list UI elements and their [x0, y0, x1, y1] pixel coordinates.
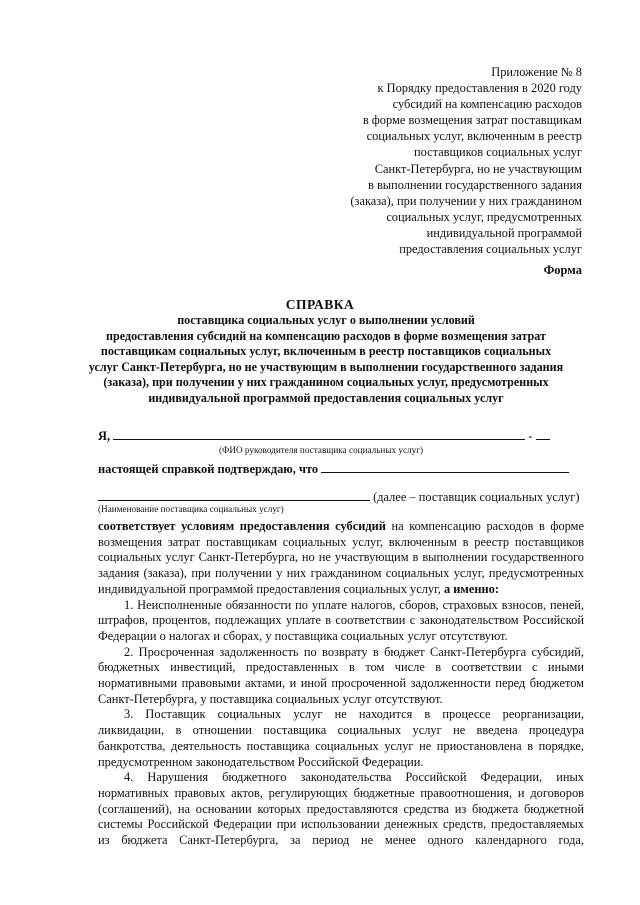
subtitle-line: индивидуальной программой предоставления социальных услуг	[148, 390, 504, 405]
confirm-field[interactable]	[321, 461, 569, 473]
appendix-line: Приложение № 8	[491, 65, 582, 79]
body-line: социальных услуг Санкт-Петербурга, но не участвующим в выполнении государственного	[98, 550, 584, 565]
form-label: Форма	[543, 263, 582, 277]
provider-row	[98, 489, 580, 505]
item3-line: банкротства, деятельность поставщика социальных услуг не приостановлена в порядке,	[98, 738, 584, 753]
appendix-line: поставщиков социальных услуг	[413, 145, 582, 160]
appendix-line: индивидуальной программой	[426, 225, 582, 240]
body-line	[98, 582, 584, 598]
body-line	[98, 519, 584, 535]
subtitle-line: поставщикам социальных услуг, включенным в реестр поставщиков социальных	[100, 344, 552, 359]
head-name-row	[98, 428, 550, 444]
provider-suffix: (далее – поставщик социальных услуг)	[373, 490, 580, 504]
subtitle-line: предоставления субсидий на компенсацию расходов в форме возмещения затрат	[106, 328, 546, 343]
subtitle-line: поставщика социальных услуг о выполнении условий	[177, 313, 475, 327]
item1-line: 1. Неисполненные обязанности по уплате налогов, сборов, страховых взносов, пеней,	[124, 597, 584, 612]
item2-line: 2. Просроченная задолженность по возврату в бюджет Санкт-Петербурга субсидий,	[124, 644, 584, 659]
item3-line: 3. Поставщик социальных услуг не находится в процессе реорганизации,	[124, 707, 584, 722]
document-title: СПРАВКА	[285, 297, 355, 312]
appendix-line: Санкт-Петербурга, но не участвующим	[374, 161, 582, 176]
appendix-line: социальных услуг, включенным в реестр	[366, 129, 582, 144]
provider-name-field[interactable]	[98, 489, 370, 501]
item4-line: 4. Нарушения бюджетного законодательства Российской Федерации, иных	[124, 770, 584, 785]
subtitle-line: услуг Санкт-Петербурга, но не участвующим в выполнении государственного задания	[88, 359, 564, 374]
appendix-line: социальных услуг, предусмотренных	[386, 209, 582, 224]
item2-line: Санкт-Петербурга, у поставщика социальных услуг отсутствуют.	[98, 691, 443, 706]
confirm-row	[98, 461, 569, 477]
appendix-line: в выполнении государственного задания	[368, 177, 582, 192]
appendix-header	[282, 64, 582, 257]
intro-last: индивидуальной программой предоставления социальных услуг,	[98, 581, 441, 596]
subtitle-line: (заказа), при получении у них гражданином социальных услуг, предусмотренных	[103, 375, 549, 390]
intro-rest: на компенсацию расходов в форме	[391, 519, 584, 533]
provider-caption: (Наименование поставщика социальных услуг)	[98, 504, 284, 514]
confirm-label: настоящей справкой подтверждаю, что	[98, 462, 319, 476]
item3-line: предусмотренном законодательством Российской Федерации.	[98, 754, 424, 769]
item2-line: нормативными правовыми актами, и иной просроченной задолженности перед бюджетом	[98, 676, 584, 691]
appendix-line: субсидий на компенсацию расходов	[392, 97, 582, 112]
item4-line: из бюджета Санкт-Петербурга, за период не менее одного календарного года,	[98, 833, 584, 848]
appendix-line: в форме возмещения затрат поставщикам	[362, 113, 582, 128]
item1-line: Федерации о налогах и сборах, у поставщика социальных услуг отсутствуют.	[98, 628, 508, 643]
head-name-field[interactable]	[113, 428, 525, 440]
body-line: возмещения затрат поставщикам социальных услуг, включенным в реестр поставщиков	[98, 534, 584, 549]
appendix-line: предоставления социальных услуг	[399, 242, 582, 257]
head-name-caption: (ФИО руководителя поставщика социальных услуг)	[219, 445, 424, 455]
appendix-line: к Порядку предоставления в 2020 году	[377, 81, 582, 96]
item4-line: (соглашений), на основании которых предоставляются средства из бюджета бюджетной	[98, 801, 584, 816]
intro-last-bold: а именно:	[444, 581, 499, 596]
body-text	[98, 519, 584, 849]
item3-line: ликвидации, в отношении поставщика социальных услуг не введена процедура	[98, 723, 584, 738]
i-end-mark: -	[528, 429, 533, 443]
item4-line: нормативных правовых актов, регулирующих бюджетные правоотношения, и договоров	[98, 785, 584, 800]
item1-line: штрафов, процентов, подлежащих уплате в соответствии с законодательством Российской	[98, 613, 584, 628]
item2-line: бюджетных инвестиций, предоставленных в том числе в соответствии с иными	[98, 660, 584, 675]
item4-line: системы Российской Федерации при использовании денежных средств, предоставляемых	[98, 817, 584, 832]
appendix-line: (заказа), при получении у них гражданином	[350, 193, 582, 208]
document-subtitle	[82, 313, 570, 407]
head-name-field-tail[interactable]	[536, 428, 550, 440]
i-prefix: Я,	[98, 429, 111, 443]
intro-bold: соответствует условиям предоставления субсидий	[98, 519, 386, 533]
body-line: задания (заказа), при получении у них гражданином социальных услуг, предусмотренных	[98, 566, 584, 581]
